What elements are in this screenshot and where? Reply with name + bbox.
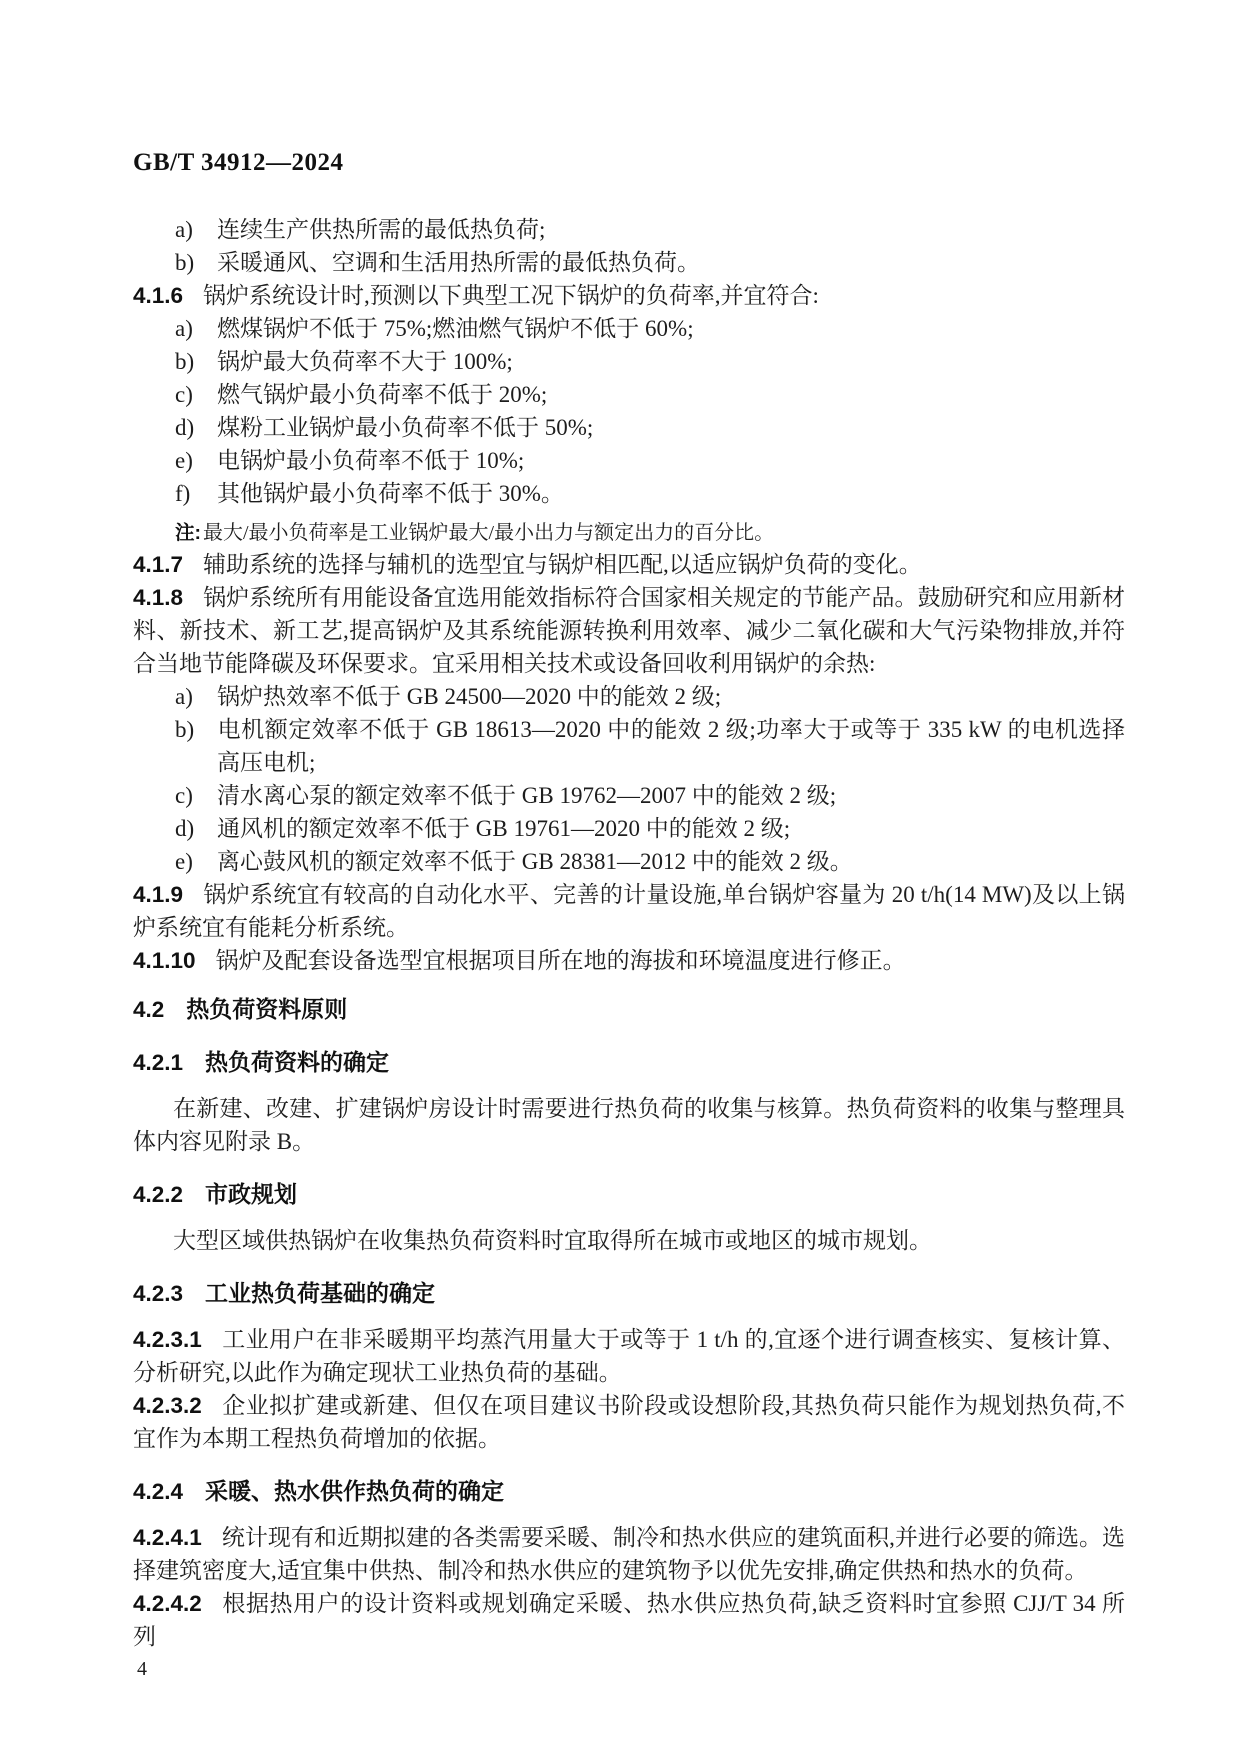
list-item-marker: f) xyxy=(175,481,191,506)
list-item-marker: c) xyxy=(175,382,193,407)
clause-text: 辅助系统的选择与辅机的选型宜与锅炉相匹配,以适应锅炉负荷的变化。 xyxy=(203,552,922,577)
list-item xyxy=(133,444,1125,477)
section-heading-4-2 xyxy=(133,993,1125,1026)
clause-text: 统计现有和近期拟建的各类需要采暖、制冷和热水供应的建筑面积,并进行必要的筛选。选择建筑密度大,适宜集中供热、制冷和热水供应的建筑物予以优先安排,确定供热和热水的负荷。 xyxy=(133,1525,1125,1583)
clause-number: 4.1.9 xyxy=(133,882,184,907)
clause-4-2-3-1 xyxy=(133,1323,1125,1389)
list-item-marker: b) xyxy=(175,349,195,374)
list-item-text: 连续生产供热所需的最低热负荷; xyxy=(217,217,546,242)
section-title: 市政规划 xyxy=(205,1181,298,1207)
list-item-marker: c) xyxy=(175,783,193,808)
section-body: 在新建、改建、扩建锅炉房设计时需要进行热负荷的收集与核算。热负荷资料的收集与整理具体内容见附录 B。 xyxy=(133,1096,1125,1154)
clause-number: 4.1.8 xyxy=(133,585,184,610)
section-body: 大型区域供热锅炉在收集热负荷资料时宜取得所在城市或地区的城市规划。 xyxy=(173,1228,932,1253)
clause-number: 4.2.3.1 xyxy=(133,1327,202,1352)
note-text: 最大/最小负荷率是工业锅炉最大/最小出力与额定出力的百分比。 xyxy=(203,522,775,544)
section-heading-4-2-1 xyxy=(133,1046,1125,1079)
section-number: 4.2.4 xyxy=(133,1479,184,1504)
list-item xyxy=(133,680,1125,713)
list-item-text: 离心鼓风机的额定效率不低于 GB 28381—2012 中的能效 2 级。 xyxy=(217,849,853,874)
section-title: 热负荷资料原则 xyxy=(186,996,348,1022)
clause-text: 锅炉系统所有用能设备宜选用能效指标符合国家相关规定的节能产品。鼓励研究和应用新材料、新技术、新工艺,提高锅炉及其系统能源转换利用效率、减少二氧化碳和大气污染物排放,并符合当地节能降碳及环保要求。宜采用相关技术或设备回收利用锅炉的余热: xyxy=(133,585,1125,676)
list-item-marker: e) xyxy=(175,849,193,874)
list-item xyxy=(133,378,1125,411)
clause-number: 4.1.6 xyxy=(133,283,184,308)
list-item xyxy=(133,477,1125,510)
clause-4-1-7 xyxy=(133,548,1125,581)
section-heading-4-2-3 xyxy=(133,1277,1125,1310)
clause-number: 4.2.3.2 xyxy=(133,1393,202,1418)
list-item-marker: a) xyxy=(175,684,193,709)
clause-number: 4.2.4.1 xyxy=(133,1525,202,1550)
clause-number: 4.2.4.2 xyxy=(133,1591,202,1616)
clause-text: 根据热用户的设计资料或规划确定采暖、热水供应热负荷,缺乏资料时宜参照 CJJ/T 34 所列 xyxy=(133,1591,1125,1649)
list-item xyxy=(133,345,1125,378)
clause-4-2-3-2 xyxy=(133,1389,1125,1455)
clause-number: 4.1.10 xyxy=(133,948,196,973)
section-number: 4.2.2 xyxy=(133,1182,184,1207)
section-heading-4-2-4 xyxy=(133,1475,1125,1508)
list-item-marker: d) xyxy=(175,415,195,440)
section-title: 工业热负荷基础的确定 xyxy=(205,1280,436,1306)
note-label: 注: xyxy=(175,522,201,544)
clause-4-2-4-2 xyxy=(133,1587,1125,1653)
list-item xyxy=(133,845,1125,878)
clause-text: 企业拟扩建或新建、但仅在项目建议书阶段或设想阶段,其热负荷只能作为规划热负荷,不宜作为本期工程热负荷增加的依据。 xyxy=(133,1393,1126,1451)
clause-4-1-10 xyxy=(133,944,1125,977)
clause-4-1-9 xyxy=(133,878,1125,944)
page-number: 4 xyxy=(137,1658,147,1680)
section-heading-4-2-2 xyxy=(133,1178,1125,1211)
list-item-marker: a) xyxy=(175,316,193,341)
clause-text: 锅炉系统设计时,预测以下典型工况下锅炉的负荷率,并宜符合: xyxy=(203,283,819,308)
list-item-marker: b) xyxy=(175,250,195,275)
list-item-marker: d) xyxy=(175,816,195,841)
section-title: 采暖、热水供作热负荷的确定 xyxy=(205,1478,505,1504)
list-item-text: 锅炉最大负荷率不大于 100%; xyxy=(217,349,513,374)
list-item xyxy=(133,213,1125,246)
list-item-text: 通风机的额定效率不低于 GB 19761—2020 中的能效 2 级; xyxy=(217,816,791,841)
section-number: 4.2.1 xyxy=(133,1050,184,1075)
section-title: 热负荷资料的确定 xyxy=(205,1049,390,1075)
list-item-text: 电机额定效率不低于 GB 18613—2020 中的能效 2 级;功率大于或等于 335 kW 的电机选择高压电机; xyxy=(217,717,1125,775)
section-number: 4.2 xyxy=(133,997,165,1022)
list-item-text: 锅炉热效率不低于 GB 24500—2020 中的能效 2 级; xyxy=(217,684,722,709)
list-item-text: 燃气锅炉最小负荷率不低于 20%; xyxy=(217,382,548,407)
clause-4-2-4-1 xyxy=(133,1521,1125,1587)
list-item-text: 清水离心泵的额定效率不低于 GB 19762—2007 中的能效 2 级; xyxy=(217,783,837,808)
section-number: 4.2.3 xyxy=(133,1281,184,1306)
clause-text: 工业用户在非采暖期平均蒸汽用量大于或等于 1 t/h 的,宜逐个进行调查核实、复核计算、分析研究,以此作为确定现状工业热负荷的基础。 xyxy=(133,1327,1125,1385)
list-item-marker: b) xyxy=(175,717,195,742)
clause-4-1-8 xyxy=(133,581,1125,680)
list-item xyxy=(133,812,1125,845)
list-item xyxy=(133,713,1125,779)
list-item-text: 电锅炉最小负荷率不低于 10%; xyxy=(217,448,525,473)
note xyxy=(133,518,1125,548)
list-item-text: 其他锅炉最小负荷率不低于 30%。 xyxy=(217,481,564,506)
list-item xyxy=(133,246,1125,279)
list-item-text: 煤粉工业锅炉最小负荷率不低于 50%; xyxy=(217,415,594,440)
standard-number-header: GB/T 34912—2024 xyxy=(133,149,344,176)
list-item xyxy=(133,779,1125,812)
list-item-text: 燃煤锅炉不低于 75%;燃油燃气锅炉不低于 60%; xyxy=(217,316,694,341)
list-item-text: 采暖通风、空调和生活用热所需的最低热负荷。 xyxy=(217,250,700,275)
clause-number: 4.1.7 xyxy=(133,552,184,577)
clause-4-1-6 xyxy=(133,279,1125,312)
clause-text: 锅炉及配套设备选型宜根据项目所在地的海拔和环境温度进行修正。 xyxy=(215,948,906,973)
list-item xyxy=(133,312,1125,345)
list-item-marker: e) xyxy=(175,448,193,473)
list-item xyxy=(133,411,1125,444)
list-item-marker: a) xyxy=(175,217,193,242)
clause-text: 锅炉系统宜有较高的自动化水平、完善的计量设施,单台锅炉容量为 20 t/h(14 MW)及以上锅炉系统宜有能耗分析系统。 xyxy=(133,882,1125,940)
